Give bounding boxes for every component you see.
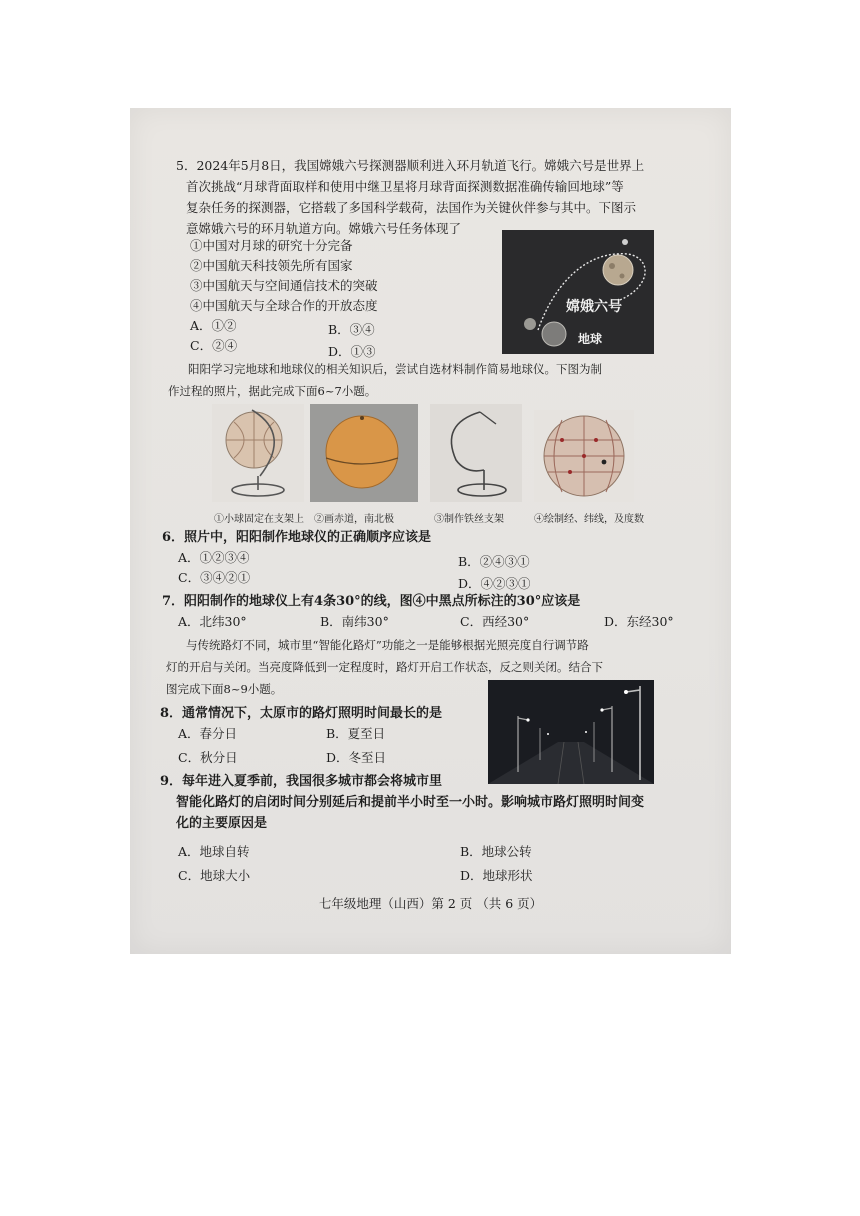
q9-stem-line1: 9．每年进入夏季前，我国很多城市都会将城市里	[160, 774, 443, 789]
q9-stem-line2: 智能化路灯的启闭时间分别延后和提前半小时至一小时。影响城市路灯照明时间变	[176, 795, 645, 810]
caption-step4: ④绘制经、纬线，及度数	[534, 514, 644, 525]
exam-page	[130, 108, 731, 954]
q8-9-intro-line1: 与传统路灯不同，城市里“智能化路灯”功能之一是能够根据光照亮度自行调节路	[186, 638, 589, 652]
q8-option-a: A．春分日	[178, 726, 238, 741]
caption-step1: ①小球固定在支架上	[214, 514, 304, 525]
q7-option-a: A．北纬30°	[178, 614, 247, 629]
q5-statement-1: ①中国对月球的研究十分完备	[190, 238, 353, 253]
q9-option-c: C．地球大小	[178, 868, 251, 883]
q5-option-d: D．①③	[328, 344, 376, 359]
q7-option-d: D．东经30°	[604, 614, 674, 629]
q8-9-intro-line2: 灯的开启与关闭。当亮度降低到一定程度时，路灯开启工作状态，反之则关闭。结合下	[166, 660, 603, 674]
q8-stem: 8．通常情况下，太原市的路灯照明时间最长的是	[160, 706, 443, 721]
photo-orange-equator	[310, 404, 418, 502]
q7-option-c: C．西经30°	[460, 614, 530, 629]
q5-option-c: C．②④	[190, 338, 238, 353]
q6-7-intro-line2: 作过程的照片，据此完成下面6~7小题。	[168, 384, 377, 398]
q5-statement-2: ②中国航天科技领先所有国家	[190, 258, 353, 273]
caption-step2: ②画赤道，南北极	[314, 514, 394, 525]
q6-stem: 6．照片中，阳阳制作地球仪的正确顺序应该是	[162, 530, 432, 545]
q9-option-d: D．地球形状	[460, 868, 533, 883]
q8-option-c: C．秋分日	[178, 750, 238, 765]
change6-label: 嫦娥六号	[566, 299, 622, 315]
earth-label: 地球	[578, 332, 603, 346]
street-lamp-photo	[488, 680, 654, 784]
q6-option-c: C．③④②①	[178, 570, 251, 585]
photo-globe-graticule	[534, 410, 634, 502]
q5-stem-line3: 复杂任务的探测器，它搭载了多国科学载荷，法国作为关键伙伴参与其中。下图示	[186, 200, 637, 215]
q6-option-a: A．①②③④	[178, 550, 250, 565]
q8-9-intro-line3: 图完成下面8~9小题。	[166, 682, 283, 696]
q8-option-d: D．冬至日	[326, 750, 387, 765]
q9-stem-line3: 化的主要原因是	[176, 816, 268, 831]
q6-7-intro-line1: 阳阳学习完地球和地球仪的相关知识后，尝试自选材料制作简易地球仪。下图为制	[188, 362, 602, 376]
q5-statement-3: ③中国航天与空间通信技术的突破	[190, 278, 378, 293]
q5-statement-4: ④中国航天与全球合作的开放态度	[190, 298, 378, 313]
q5-stem-line2: 首次挑战“月球背面取样和使用中继卫星将月球背面探测数据准确传输回地球”等	[186, 179, 624, 194]
q5-option-b: B．③④	[328, 322, 375, 337]
q6-option-d: D．④②③①	[458, 576, 531, 591]
q7-stem: 7．阳阳制作的地球仪上有4条30°的线，图④中黑点所标注的30°应该是	[162, 594, 581, 609]
q7-option-b: B．南纬30°	[320, 614, 389, 629]
q9-option-b: B．地球公转	[460, 844, 532, 859]
q5-option-a: A．①②	[190, 318, 237, 333]
page-footer: 七年级地理（山西）第 2 页 （共 6 页）	[318, 896, 543, 911]
q6-option-b: B．②④③①	[458, 554, 530, 569]
q5-stem-line1: 5．2024年5月8日，我国嫦娥六号探测器顺利进入环月轨道飞行。嫦娥六号是世界上	[176, 158, 645, 173]
photo-ball-on-stand	[212, 404, 304, 502]
caption-step3: ③制作铁丝支架	[434, 514, 504, 525]
q9-option-a: A．地球自转	[178, 844, 250, 859]
change6-orbit-photo	[502, 230, 654, 354]
photo-wire-stand	[430, 404, 522, 502]
q8-option-b: B．夏至日	[326, 726, 386, 741]
q5-stem-line4: 意嫦娥六号的环月轨道方向。嫦娥六号任务体现了	[186, 221, 462, 236]
